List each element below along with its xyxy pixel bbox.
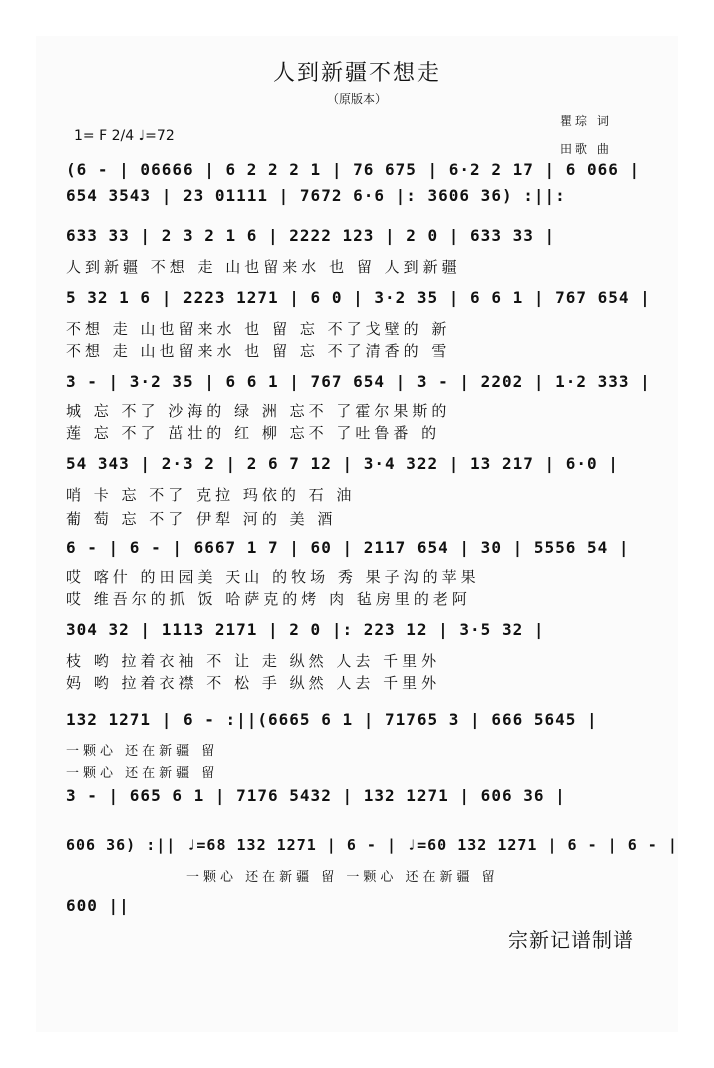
score-line: 3 - | 665 6 1 | 7176 5432 | 132 1271 | 606 36 | bbox=[66, 786, 566, 805]
composer-credit: 田歌 曲 bbox=[560, 142, 612, 156]
lyric-line: 一颗心 还在新疆 留 bbox=[66, 766, 219, 781]
lyric-line: 妈 哟 拉着衣襟 不 松 手 纵然 人去 千里外 bbox=[66, 674, 441, 692]
score-line: 6 - | 6 - | 6667 1 7 | 60 | 2117 654 | 30 | 5556 54 | bbox=[66, 538, 630, 557]
lyric-line: 不想 走 山也留来水 也 留 忘 不了戈壁的 新 bbox=[66, 320, 451, 338]
lyric-line: 枝 哟 拉着衣袖 不 让 走 纵然 人去 千里外 bbox=[66, 652, 441, 670]
score-line: 600 || bbox=[66, 896, 130, 915]
version-subtitle: （原版本） bbox=[326, 92, 387, 106]
score-line: 606 36) :|| ♩=68 132 1271 | 6 - | ♩=60 132 1271 | 6 - | 6 - | bbox=[66, 836, 678, 854]
lyric-line: 葡 萄 忘 不了 伊犁 河的 美 酒 bbox=[66, 510, 337, 528]
score-line: 54 343 | 2·3 2 | 2 6 7 12 | 3·4 322 | 13 217 | 6·0 | bbox=[66, 454, 619, 473]
lyric-line: 哎 维吾尔的抓 饭 哈萨克的烤 肉 毡房里的老阿 bbox=[66, 590, 471, 608]
score-line: (6 - | 06666 | 6 2 2 2 1 | 76 675 | 6·2 2 17 | 6 066 | bbox=[66, 160, 641, 179]
key-signature: 1= F 2/4 ♩=72 bbox=[74, 128, 175, 144]
score-line: 5 32 1 6 | 2223 1271 | 6 0 | 3·2 35 | 6 6 1 | 767 654 | bbox=[66, 288, 651, 307]
lyric-line: 一颗心 还在新疆 留 bbox=[66, 744, 219, 759]
song-title: 人到新疆不想走 bbox=[272, 61, 441, 86]
lyric-line: 一颗心 还在新疆 留 一颗心 还在新疆 留 bbox=[186, 870, 499, 885]
score-line: 304 32 | 1113 2171 | 2 0 |: 223 12 | 3·5 32 | bbox=[66, 620, 545, 639]
lyric-line: 不想 走 山也留来水 也 留 忘 不了清香的 雪 bbox=[66, 342, 451, 360]
lyric-line: 人到新疆 不想 走 山也留来水 也 留 人到新疆 bbox=[66, 258, 461, 276]
score-line: 654 3543 | 23 01111 | 7672 6·6 |: 3606 36) :||: bbox=[66, 186, 566, 205]
score-line: 633 33 | 2 3 2 1 6 | 2222 123 | 2 0 | 633 33 | bbox=[66, 226, 556, 245]
lyric-line: 城 忘 不了 沙海的 绿 洲 忘不 了霍尔果斯的 bbox=[66, 402, 451, 420]
score-line: 132 1271 | 6 - :||(6665 6 1 | 71765 3 | 666 5645 | bbox=[66, 710, 598, 729]
lyricist-credit: 瞿琮 词 bbox=[560, 114, 612, 128]
lyric-line: 哨 卡 忘 不了 克拉 玛依的 石 油 bbox=[66, 486, 356, 504]
score-line: 3 - | 3·2 35 | 6 6 1 | 767 654 | 3 - | 2202 | 1·2 333 | bbox=[66, 372, 651, 391]
lyric-line: 哎 喀什 的田园美 天山 的牧场 秀 果子沟的苹果 bbox=[66, 568, 480, 586]
transcriber-signature: 宗新记谱制谱 bbox=[508, 928, 634, 952]
lyric-line: 莲 忘 不了 茁壮的 红 柳 忘不 了吐鲁番 的 bbox=[66, 424, 441, 442]
